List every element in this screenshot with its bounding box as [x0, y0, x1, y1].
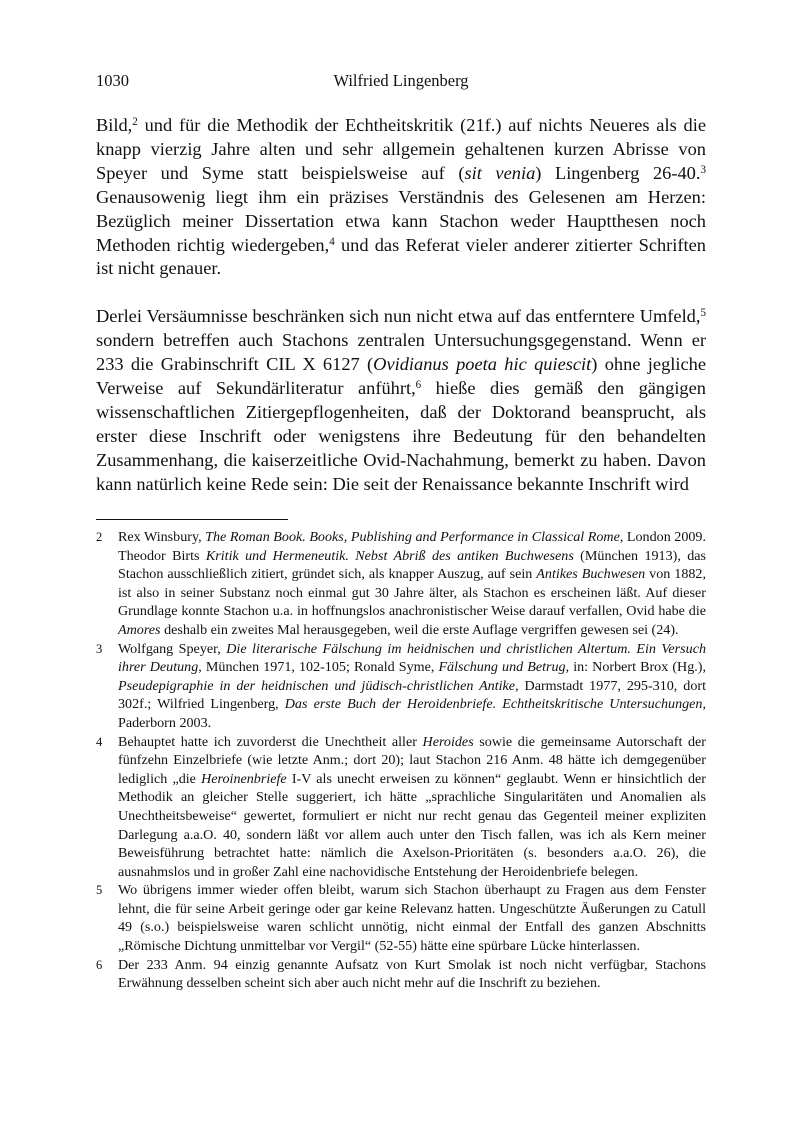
- italic-text: Kritik und Hermeneutik. Nebst Abriß des antiken Buchwesens: [205, 547, 574, 564]
- italic-text: Fälschung und Betrug: [438, 659, 566, 676]
- text-run: ) ohne jegliche Verweise auf Sekundärliteratur anführt,: [96, 354, 707, 399]
- footnote-separator: [96, 519, 288, 520]
- text-run: von 1882, ist also in seiner Substanz noch einmal gut 30 Jahre älter, als Stachon es erscheinen läßt. Auf dieser Grundlage konnte Stachon u.a. in hoffnungslos anachronistischer Weise darauf verfallen, Ovid habe die: [118, 566, 706, 620]
- text-run: sowie die gemeinsame Autorschaft der fünfzehn Einzelbriefe (wie letzte Anm.; dort 20); laut Stachon 216 Anm. 48 hätte ich demgegenüber lediglich „die: [118, 733, 706, 787]
- footnote-ref: 3: [700, 163, 706, 176]
- footnote-number: 5: [96, 883, 103, 898]
- footnote-number: 6: [96, 957, 103, 972]
- text-run: deshalb ein zweites Mal herausgegeben, weil die erste Auflage vergriffen gewesen sei (24).: [160, 621, 679, 638]
- footnote-ref: 4: [329, 235, 335, 248]
- italic-text: Pseudepigraphie in der heidnischen und jüdisch-christlichen Antike: [118, 677, 516, 694]
- footnote: [96, 956, 706, 993]
- text-run: sondern betreffen auch Stachons zentralen Untersuchungsgegenstand. Wenn er 233 die Grabinschrift CIL X 6127 (: [96, 330, 706, 375]
- italic-text: Heroides: [422, 733, 474, 750]
- running-head: Wilfried Lingenberg: [333, 71, 469, 90]
- footnote-text: [118, 640, 706, 733]
- text-run: Rex Winsbury,: [118, 529, 206, 545]
- text-run: Derlei Versäumnisse beschränken sich nun nicht etwa auf das entferntere Umfeld,: [96, 306, 701, 327]
- footnote-text: [118, 956, 706, 993]
- footnote-number: 3: [96, 641, 103, 656]
- italic-text: The Roman Book. Books, Publishing and Performance in Classical Rome: [205, 529, 620, 545]
- text-run: , London 2009. Theodor Birts: [118, 529, 706, 564]
- paragraph: [96, 305, 706, 496]
- footnote-text: [118, 528, 706, 640]
- text-run: Wolfgang Speyer,: [118, 640, 227, 657]
- italic-text: Ovidianus poeta hic quiescit: [373, 354, 592, 375]
- text-run: und das Referat vieler anderer zitierter Schriften ist nicht genauer.: [96, 234, 706, 279]
- italic-text: Die literarische Fälschung im heidnischen und christlichen Altertum. Ein Versuch ihrer Deutung: [118, 640, 706, 676]
- text-run: , München 1971, 102-105; Ronald Syme,: [198, 659, 439, 676]
- page-header: [96, 71, 706, 95]
- footnote-ref: 5: [700, 307, 706, 320]
- italic-text: Heroinenbriefe: [201, 770, 287, 787]
- text-run: , Darmstadt 1977, 295-310, dort 302f.; Wilfried Lingenberg,: [118, 677, 706, 713]
- text-run: Bild,: [96, 115, 133, 135]
- text-run: Wo übrigens immer wieder offen bleibt, warum sich Stachon überhaupt zu Fragen aus dem Fenster lehnt, die für seine Arbeit geringe oder gar keine Relevanz hatten. Ungeschützte Äußerungen zu Catull 49 (s.o.) beispielsweise waren schlicht unnötig, nicht einmal der Entfall des ganzen Abschnitts „Römische Dichtung unmittelbar vor Vergil“ (52-55) hätte eine spürbare Lücke hinterlassen.: [118, 882, 706, 955]
- italic-text: Das erste Buch der Heroidenbriefe. Echtheitskritische Untersuchungen: [284, 696, 703, 713]
- page-number: 1030: [96, 71, 129, 90]
- footnote-number: 2: [96, 530, 103, 544]
- text-run: und für die Methodik der Echtheitskritik (21f.) auf nichts Neueres als die knapp vierzig Jahre alten und sehr allgemein gehaltenen kurzen Abrisse von Speyer und Syme statt beispielsweise auf (: [96, 115, 706, 183]
- footnote-text: [118, 881, 706, 955]
- italic-text: Amores: [118, 621, 161, 638]
- footnote-text: [118, 733, 706, 882]
- footnote: [96, 640, 706, 733]
- text-run: hieße dies gemäß den gängigen wissenschaftlichen Zitiergepflogenheiten, daß der Doktorand beansprucht, als erster diese Inschrift oder wenigstens ihre Bedeutung für den behandelten Zusammenhang, die kaiserzeitliche Ovid-Nachahmung, bemerkt zu haben. Davon kann natürlich keine Rede sein: Die seit der Renaissance bekannte Inschrift wird: [96, 378, 706, 494]
- italic-text: Antikes Buchwesen: [536, 566, 646, 583]
- footnote-ref: 6: [415, 379, 422, 391]
- main-text: [96, 114, 706, 497]
- footnote-ref: 2: [132, 115, 138, 128]
- footnotes: [96, 528, 706, 993]
- italic-text: sit venia: [464, 162, 536, 183]
- footnote: [96, 528, 706, 640]
- footnote: [96, 733, 706, 882]
- text-run: Der 233 Anm. 94 einzig genannte Aufsatz von Kurt Smolak ist noch nicht verfügbar, Stachons Erwähnung desselben scheint sich aber auch nicht mehr auf die Inschrift zu beziehen.: [118, 956, 706, 992]
- paragraph: [96, 114, 706, 281]
- text-run: I-V als unecht erweisen zu können“ geglaubt. Wenn er hinsichtlich der Methodik an gleicher Stelle suggeriert, ich hätte „sprachliche Singularitäten und Anomalien als Unechtheitsbeweise“ gewertet, formuliert er nicht nur recht genau das Gegenteil meiner expliziten Darlegung a.a.O. 40, sondern läßt vor allem auch unter den Tisch fallen, was ich als Kern meiner Beweisführung betrachtet hatte: nämlich die Axelson-Prioritäten (s. besonders a.a.O. 26), die ausnahmslos und in großer Zahl eine nachovidische Entstehung der Heroidenbriefe belegen.: [118, 770, 707, 880]
- text-run: (München 1913), das Stachon ausschließlich zitiert, gründet sich, als knapper Auszug, auf sein: [118, 547, 706, 583]
- text-run: , in: Norbert Brox (Hg.),: [565, 659, 706, 676]
- footnote: [96, 881, 706, 955]
- text-run: Genausowenig liegt ihm ein präzises Verständnis des Gelesenen am Herzen: Bezüglich meiner Dissertation etwa kann Stachon weder Hauptthesen noch Methoden richtig wiedergeben,: [96, 186, 706, 255]
- footnote-number: 4: [96, 734, 103, 749]
- text-run: , Paderborn 2003.: [118, 696, 706, 731]
- text-run: ) Lingenberg 26-40.: [535, 162, 701, 183]
- text-run: Behauptet hatte ich zuvorderst die Unechtheit aller: [118, 733, 423, 750]
